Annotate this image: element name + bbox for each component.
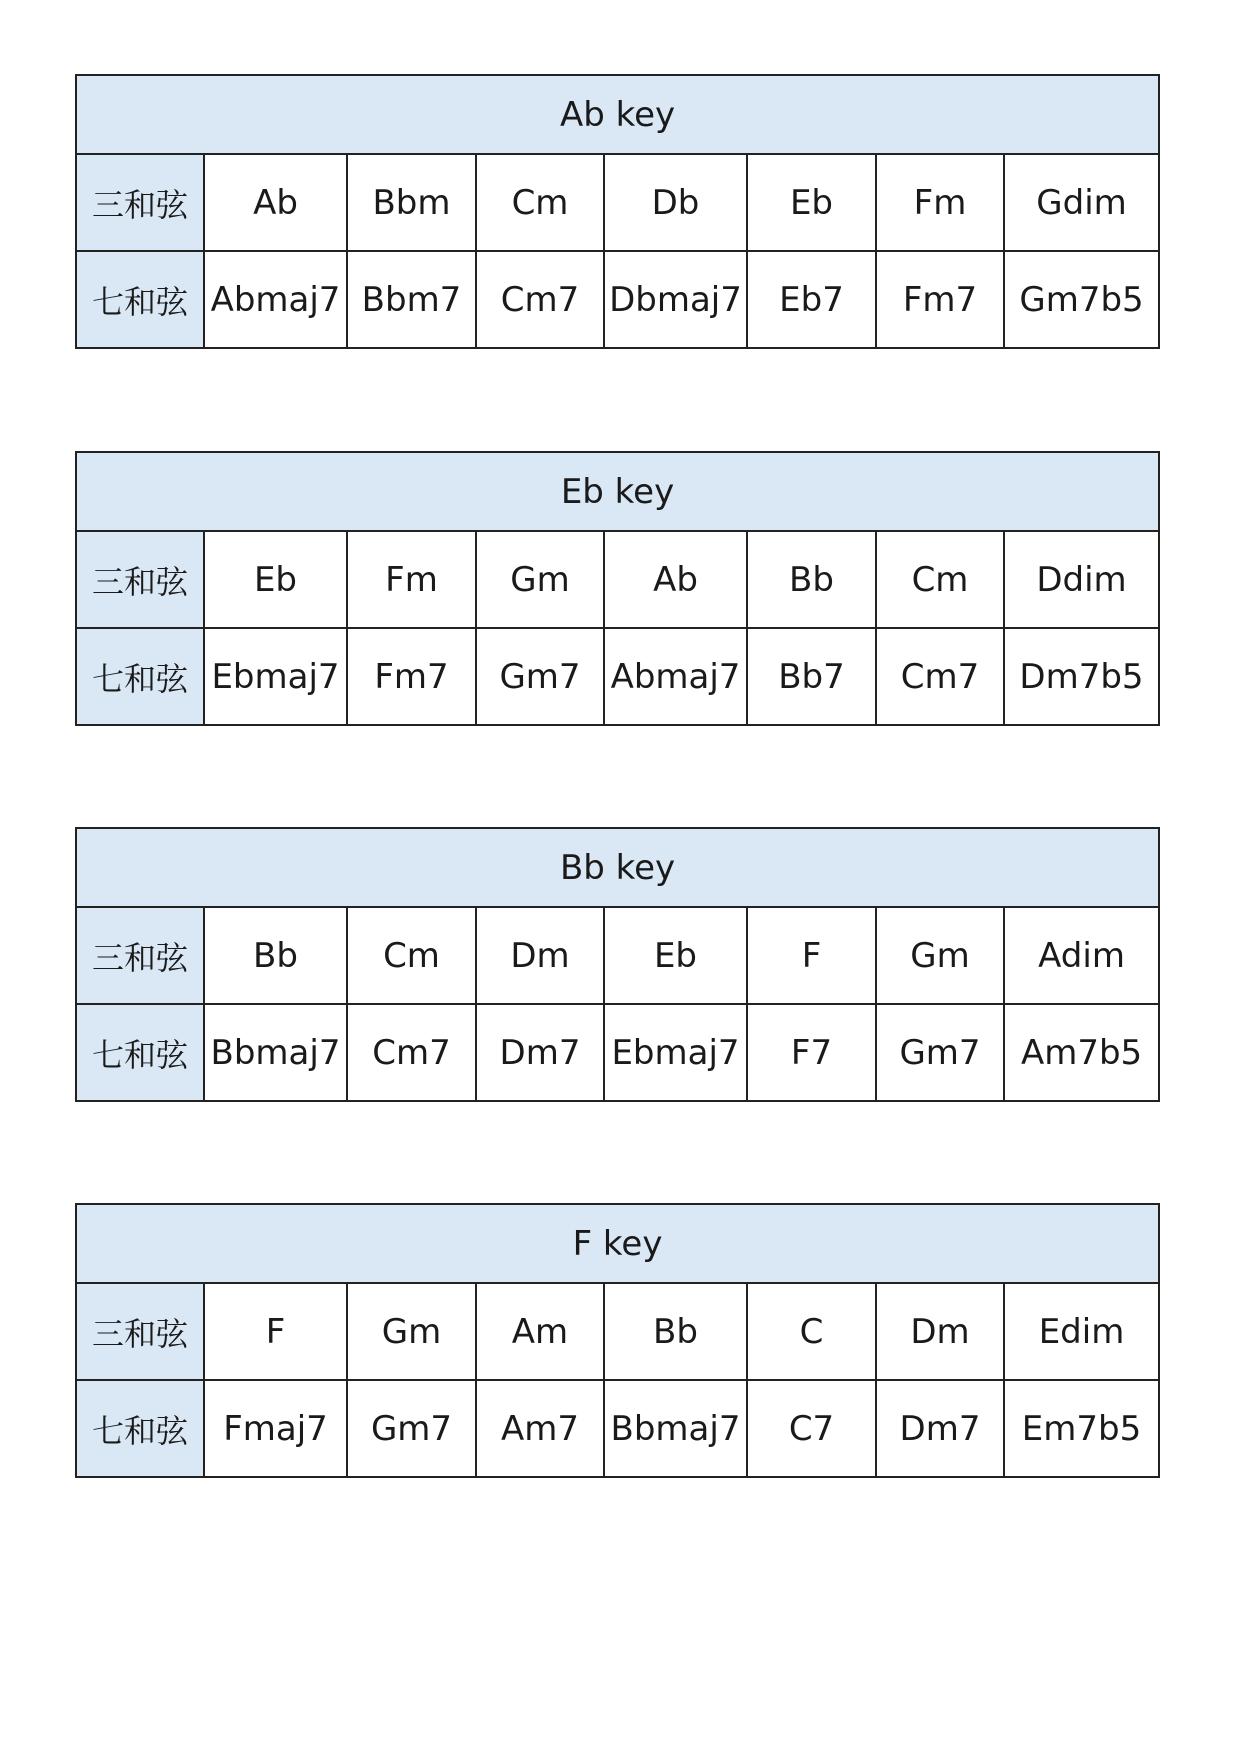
seventh-chord-cell: Fmaj7 [204,1380,347,1477]
triad-chord-cell: Gm [347,1283,476,1380]
seventh-row-label: 七和弦 [76,628,204,725]
table-title-row [76,828,1159,907]
triad-chord-cell: Eb [747,154,876,251]
seventh-chord-cell: Am7b5 [1004,1004,1159,1101]
triad-row [76,531,1159,628]
seventh-chord-cell: Dm7 [876,1380,1004,1477]
table-title-row [76,452,1159,531]
seventh-chord-cell: Fm7 [347,628,476,725]
triad-row [76,1283,1159,1380]
triad-chord-cell: Edim [1004,1283,1159,1380]
bb-key-chord-table [75,827,1160,1102]
seventh-chord-cell: Fm7 [876,251,1004,348]
seventh-row-label: 七和弦 [76,1380,204,1477]
seventh-row [76,1004,1159,1101]
triad-chord-cell: Dm [876,1283,1004,1380]
table-title-row [76,75,1159,154]
triad-chord-cell: C [747,1283,876,1380]
seventh-chord-cell: Bbm7 [347,251,476,348]
seventh-chord-cell: Cm7 [347,1004,476,1101]
triad-chord-cell: Am [476,1283,604,1380]
seventh-chord-cell: Bbmaj7 [204,1004,347,1101]
seventh-chord-cell: Bb7 [747,628,876,725]
seventh-chord-cell: Dm7b5 [1004,628,1159,725]
triad-chord-cell: Fm [347,531,476,628]
triad-chord-cell: Gdim [1004,154,1159,251]
seventh-chord-cell: C7 [747,1380,876,1477]
seventh-chord-cell: Dm7 [476,1004,604,1101]
triad-chord-cell: Db [604,154,747,251]
seventh-chord-cell: Abmaj7 [204,251,347,348]
triad-chord-cell: Bb [204,907,347,1004]
triad-chord-cell: Bb [604,1283,747,1380]
triad-chord-cell: Fm [876,154,1004,251]
triad-chord-cell: Gm [876,907,1004,1004]
table-title: Eb key [76,452,1159,531]
eb-key-chord-table [75,451,1160,726]
table-title-row [76,1204,1159,1283]
seventh-chord-cell: Gm7 [347,1380,476,1477]
f-key-chord-table [75,1203,1160,1478]
seventh-chord-cell: Cm7 [476,251,604,348]
triad-row-label: 三和弦 [76,531,204,628]
seventh-chord-cell: Dbmaj7 [604,251,747,348]
seventh-row-label: 七和弦 [76,251,204,348]
triad-chord-cell: Cm [876,531,1004,628]
ab-key-chord-table [75,74,1160,349]
seventh-row [76,628,1159,725]
triad-chord-cell: Dm [476,907,604,1004]
seventh-row [76,251,1159,348]
seventh-row [76,1380,1159,1477]
triad-chord-cell: Ddim [1004,531,1159,628]
triad-chord-cell: Gm [476,531,604,628]
triad-row-label: 三和弦 [76,154,204,251]
seventh-chord-cell: Ebmaj7 [604,1004,747,1101]
seventh-chord-cell: Abmaj7 [604,628,747,725]
triad-row-label: 三和弦 [76,1283,204,1380]
triad-chord-cell: Bb [747,531,876,628]
triad-chord-cell: Eb [604,907,747,1004]
triad-row [76,907,1159,1004]
seventh-chord-cell: Gm7b5 [1004,251,1159,348]
seventh-chord-cell: Gm7 [476,628,604,725]
triad-chord-cell: Bbm [347,154,476,251]
table-title: F key [76,1204,1159,1283]
triad-row-label: 三和弦 [76,907,204,1004]
seventh-chord-cell: Em7b5 [1004,1380,1159,1477]
triad-chord-cell: Cm [347,907,476,1004]
table-title: Bb key [76,828,1159,907]
triad-chord-cell: Ab [604,531,747,628]
triad-chord-cell: F [747,907,876,1004]
seventh-chord-cell: Eb7 [747,251,876,348]
table-title: Ab key [76,75,1159,154]
triad-chord-cell: Adim [1004,907,1159,1004]
triad-chord-cell: Eb [204,531,347,628]
triad-chord-cell: F [204,1283,347,1380]
seventh-chord-cell: Gm7 [876,1004,1004,1101]
triad-chord-cell: Ab [204,154,347,251]
seventh-chord-cell: Ebmaj7 [204,628,347,725]
seventh-row-label: 七和弦 [76,1004,204,1101]
seventh-chord-cell: Cm7 [876,628,1004,725]
seventh-chord-cell: Am7 [476,1380,604,1477]
triad-row [76,154,1159,251]
seventh-chord-cell: Bbmaj7 [604,1380,747,1477]
seventh-chord-cell: F7 [747,1004,876,1101]
triad-chord-cell: Cm [476,154,604,251]
